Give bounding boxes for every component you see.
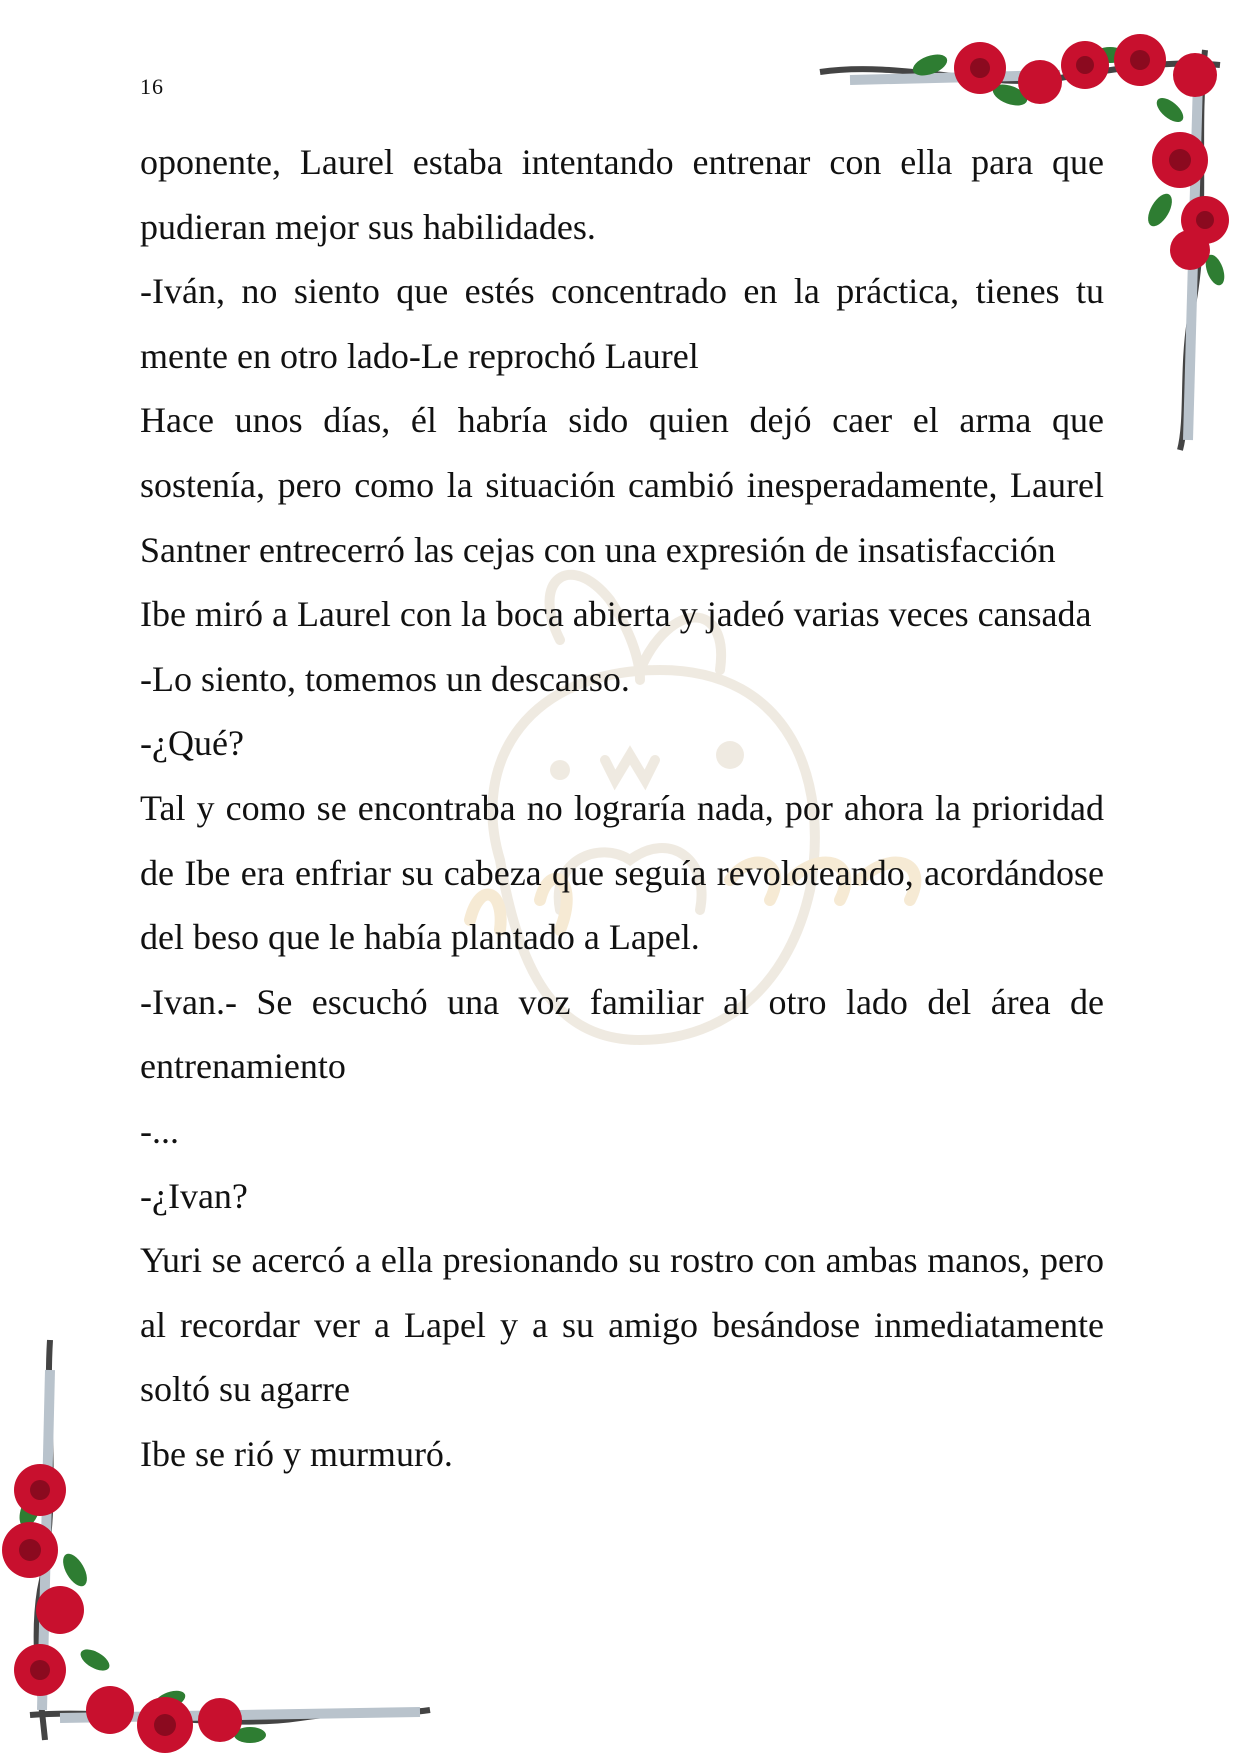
paragraph: Ibe miró a Laurel con la boca abierta y jadeó varias veces cansada (140, 594, 1092, 635)
paragraph: -¿Ivan? (140, 1175, 248, 1216)
body-text (140, 130, 1104, 1486)
paragraph: oponente, Laurel estaba intentando entrenar con ella para que pudieran mejor sus habilidades. (140, 142, 1104, 247)
paragraph: Yuri se acercó a ella presionando su rostro con ambas manos, pero al recordar ver a Lapel y a su amigo besándose inmediatamente soltó su agarre (140, 1240, 1104, 1410)
paragraph: -... (140, 1110, 179, 1151)
paragraph: -Lo siento, tomemos un descanso. (140, 658, 630, 699)
paragraph: Ibe se rió y murmuró. (140, 1433, 453, 1474)
paragraph: -¿Qué? (140, 723, 244, 764)
page-number: 16 (140, 74, 164, 99)
paragraph: -Iván, no siento que estés concentrado en la práctica, tienes tu mente en otro lado-Le reprochó Laurel (140, 271, 1104, 376)
paragraph: -Ivan.- Se escuchó una voz familiar al otro lado del área de entrenamiento (140, 981, 1104, 1087)
paragraph: Tal y como se encontraba no lograría nada, por ahora la prioridad de Ibe era enfriar su cabeza que seguía revoloteando, acordándose del beso que le había plantado a Lapel. (140, 787, 1104, 958)
paragraph: Hace unos días, él habría sido quien dejó caer el arma que sostenía, pero como la situación cambió inesperadamente, Laurel Santner entrecerró las cejas con una expresión de insatisfacción (140, 400, 1104, 570)
